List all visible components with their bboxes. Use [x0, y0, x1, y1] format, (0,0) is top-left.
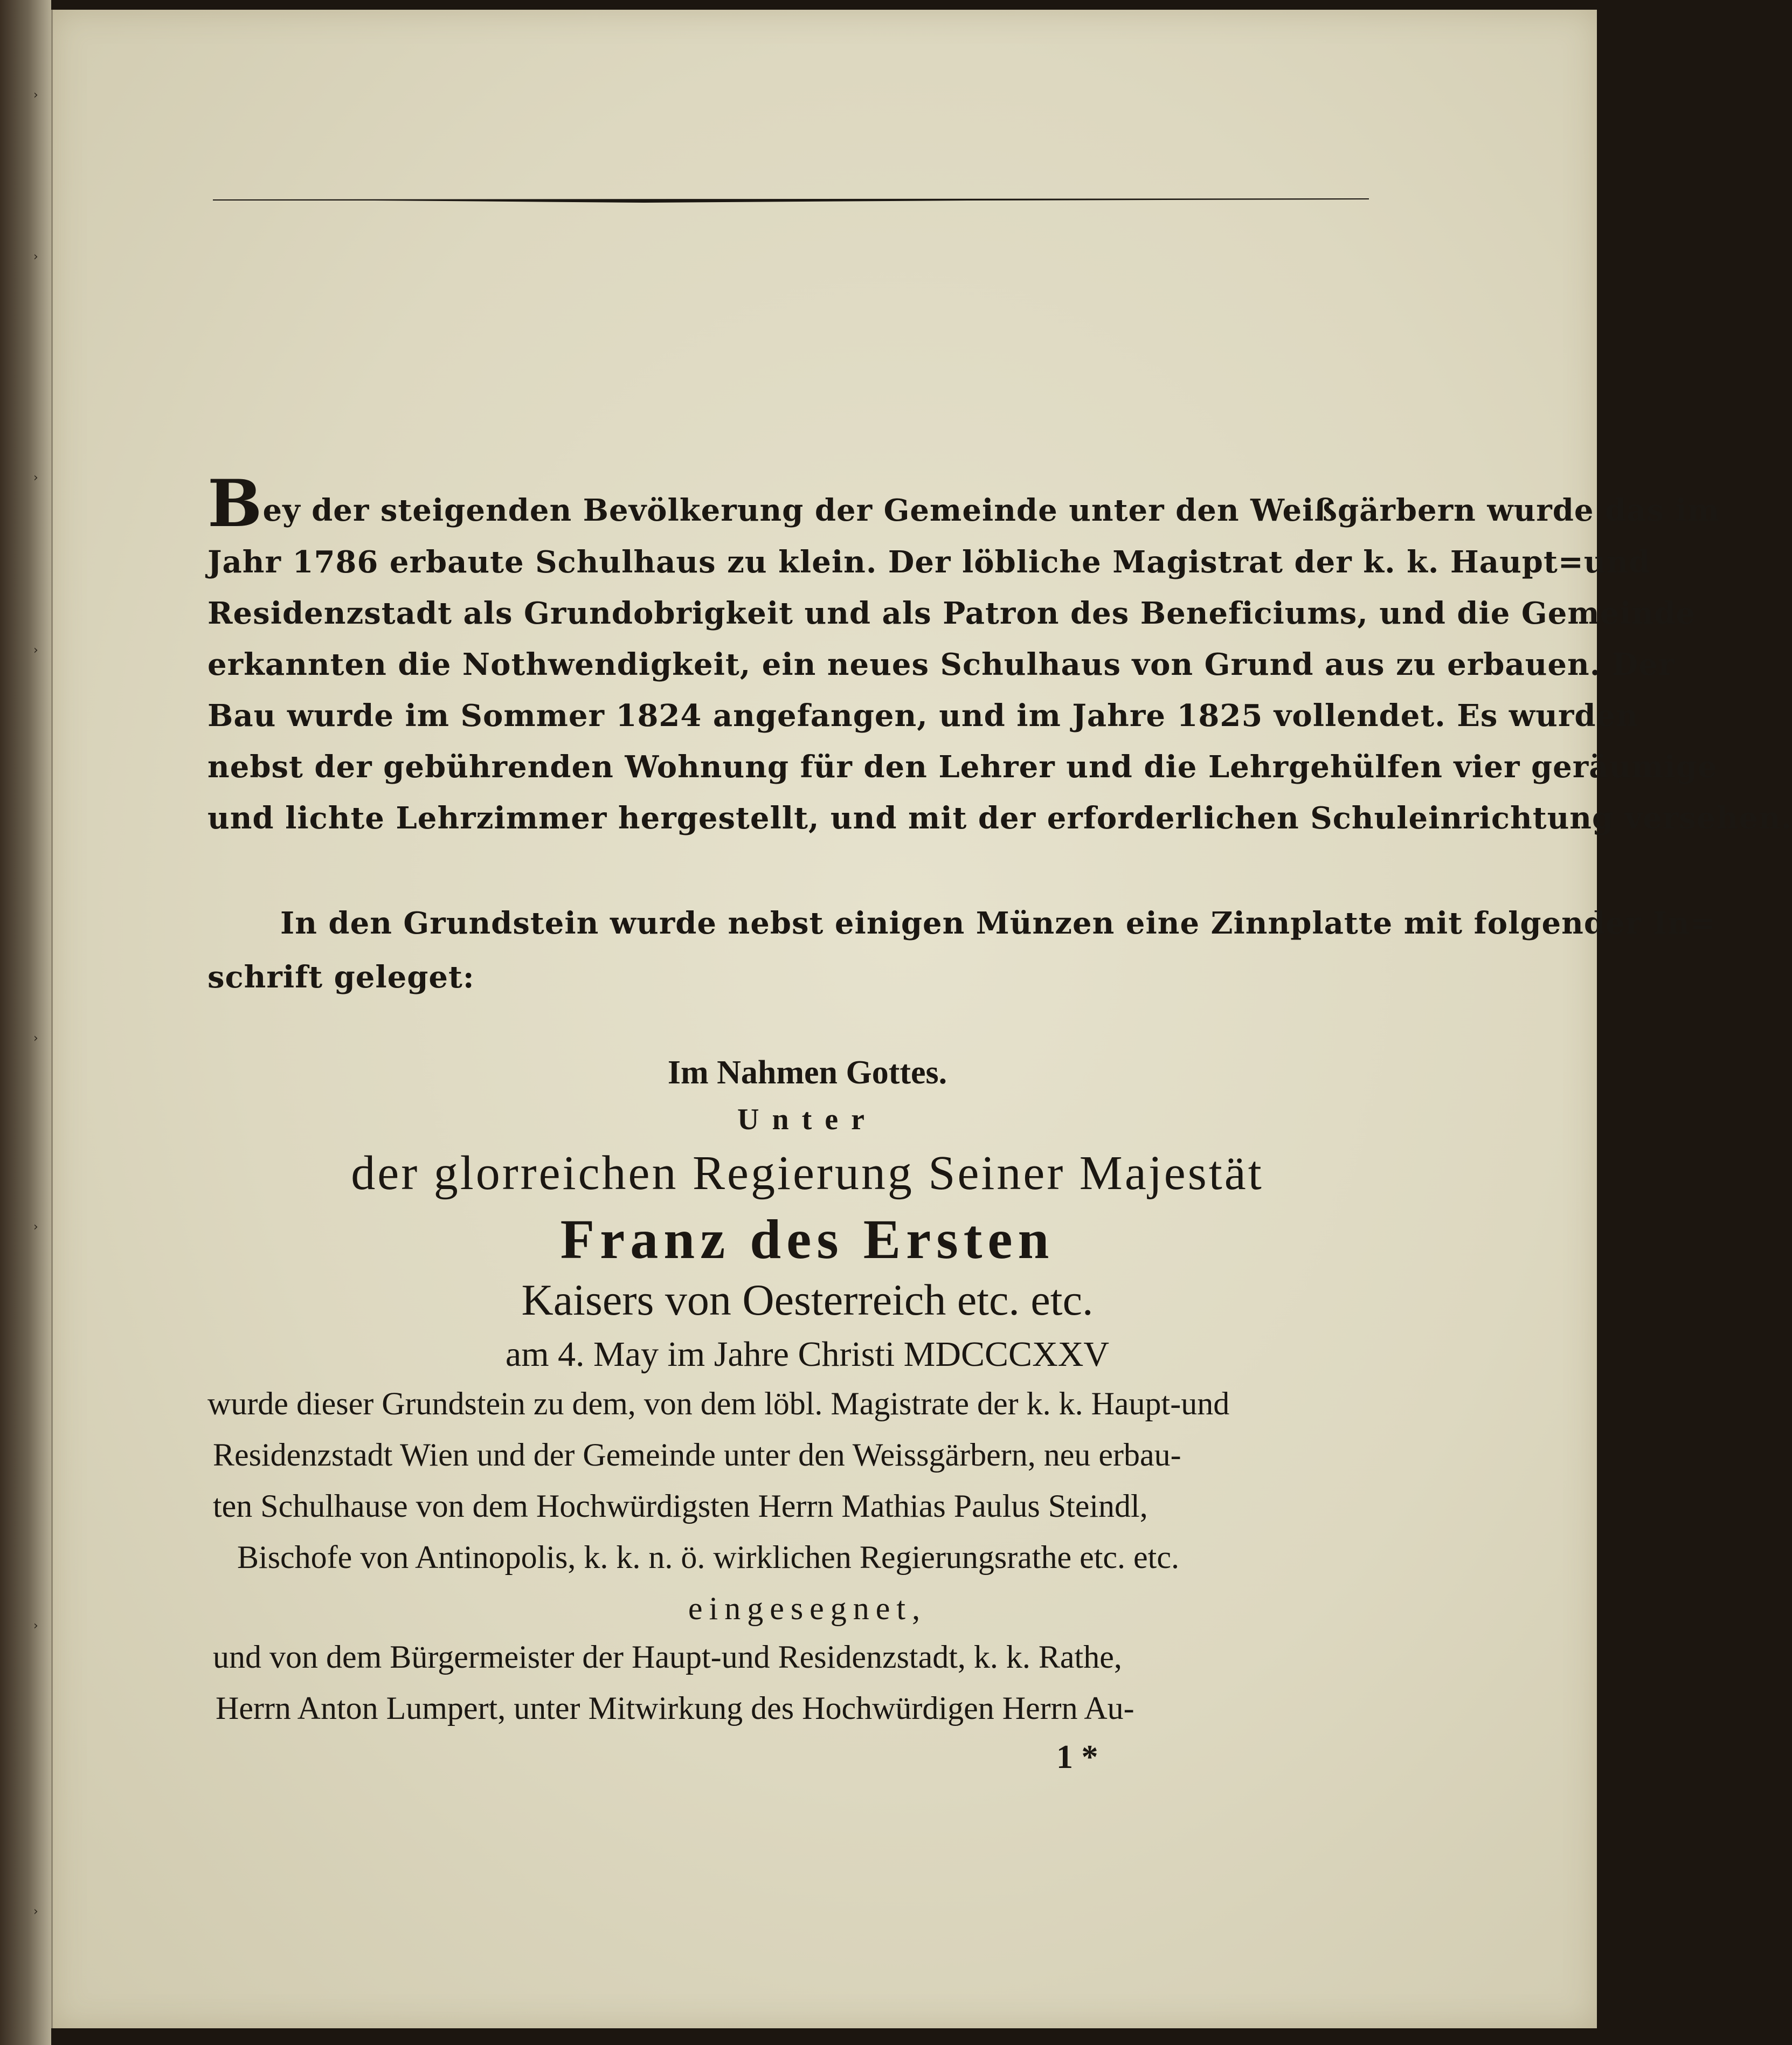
- binding-notch: ›: [33, 471, 38, 485]
- paragraph-1-line-1-text: ey der steigenden Bevölkerung der Gemeinde unter den Weißgärbern wurde das im: [262, 493, 1720, 528]
- paragraph-2-line-1: In den Grundstein wurde nebst einigen Münzen eine Zinnplatte mit folgender In=: [280, 906, 1716, 941]
- binding-notch: ›: [33, 1032, 38, 1045]
- inscription-invocation: Im Nahmen Gottes.: [667, 1054, 947, 1091]
- signature-mark: 1 *: [1056, 1739, 1098, 1775]
- inscription-title: Kaisers von Oesterreich etc. etc.: [521, 1275, 1094, 1324]
- drop-initial: B: [207, 466, 263, 542]
- paragraph-1-line-7: und lichte Lehrzimmer hergestellt, und mit der erforderlichen Schuleinrichtung versehen.: [207, 800, 1792, 836]
- paragraph-1-line-5: Bau wurde im Sommer 1824 angefangen, und im Jahre 1825 vollendet. Es wurden: [207, 698, 1638, 734]
- binding-notch: ›: [33, 250, 38, 264]
- paragraph-1-line-2: Jahr 1786 erbaute Schulhaus zu klein. Der löbliche Magistrat der k. k. Haupt=und: [207, 544, 1651, 580]
- binding-notch: ›: [33, 88, 38, 102]
- paragraph-2-line-2: schrift geleget:: [207, 959, 475, 995]
- paragraph-1-line-1: [207, 466, 1720, 542]
- inscription-body-line-2: Residenzstadt Wien und der Gemeinde unter den Weissgärbern, neu erbau-: [213, 1437, 1181, 1473]
- inscription-body2-line-2: Herrn Anton Lumpert, unter Mitwirkung des Hochwürdigen Herrn Au-: [216, 1690, 1134, 1726]
- inscription-eingesegnet: eingesegnet,: [688, 1591, 927, 1626]
- inscription-body-line-4: Bischofe von Antinopolis, k. k. n. ö. wirklichen Regierungsrathe etc. etc.: [237, 1539, 1179, 1575]
- paragraph-1-line-3: Residenzstadt als Grundobrigkeit und als Patron des Beneficiums, und die Gemeinde: [207, 596, 1696, 631]
- inscription-body2-line-1: und von dem Bürgermeister der Haupt-und Residenzstadt, k. k. Rathe,: [213, 1639, 1122, 1675]
- paragraph-1-line-4: erkannten die Nothwendigkeit, ein neues Schulhaus von Grund aus zu erbauen. Der: [207, 647, 1675, 682]
- inscription-body-line-1: wurde dieser Grundstein zu dem, von dem löbl. Magistrate der k. k. Haupt-und: [207, 1386, 1230, 1421]
- binding-notch: ›: [33, 1619, 38, 1633]
- paragraph-1-line-6: nebst der gebührenden Wohnung für den Lehrer und die Lehrgehülfen vier geräumige: [207, 749, 1718, 785]
- binding-notch: ›: [33, 1905, 38, 1918]
- inscription-date: am 4. May im Jahre Christi MDCCCXXV: [505, 1335, 1110, 1374]
- inscription-regierung: der glorreichen Regierung Seiner Majestät: [351, 1146, 1264, 1200]
- inscription-unter: Unter: [737, 1103, 877, 1136]
- book-spine: [0, 0, 51, 2045]
- inscription-body-line-3: ten Schulhause von dem Hochwürdigsten Herrn Mathias Paulus Steindl,: [213, 1488, 1148, 1524]
- inscription-emperor-name: Franz des Ersten: [560, 1208, 1055, 1270]
- header-rule: [213, 194, 1369, 204]
- binding-notch: ›: [33, 1220, 38, 1234]
- binding-notch: ›: [33, 644, 38, 657]
